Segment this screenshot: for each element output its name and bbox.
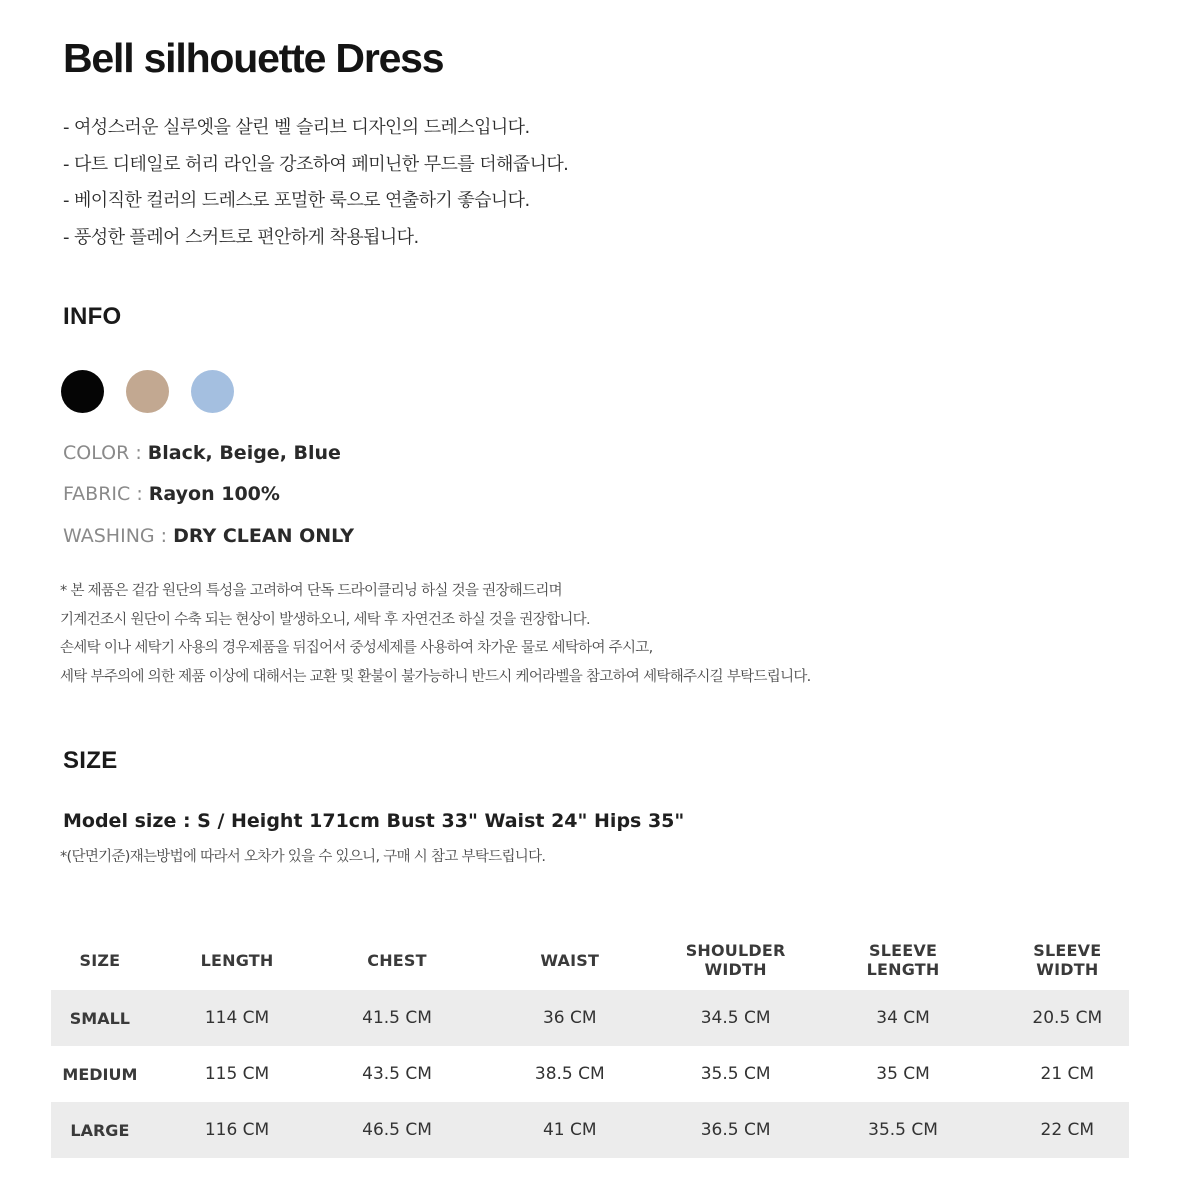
size-table-cell: 115 CM xyxy=(204,1064,270,1084)
size-row-label: MEDIUM xyxy=(62,1064,138,1084)
size-table-header: SHOULDER WIDTH xyxy=(685,941,786,979)
spec-fabric-label: FABRIC : xyxy=(63,483,149,505)
care-note-line: 손세탁 이나 세탁기 사용의 경우제품을 뒤집어서 중성세제를 사용하여 차가운 물로 세탁하여 주시고, xyxy=(60,640,653,656)
spec-color-value: Black, Beige, Blue xyxy=(147,442,341,464)
size-table xyxy=(51,930,1129,1158)
description-line: - 여성스러운 실루엣을 살린 벨 슬리브 디자인의 드레스입니다. xyxy=(63,117,530,138)
size-table-cell: 43.5 CM xyxy=(362,1064,432,1084)
care-note-line: * 본 제품은 겉감 원단의 특성을 고려하여 단독 드라이클리닝 하실 것을 권장해드리며 xyxy=(60,583,562,599)
description-line: - 풍성한 플레어 스커트로 편안하게 착용됩니다. xyxy=(63,226,419,248)
spec-fabric xyxy=(63,483,280,505)
size-table-cell: 35.5 CM xyxy=(800,1102,1005,1158)
size-table-header-row xyxy=(51,930,1129,990)
size-row-small xyxy=(51,990,1129,1046)
size-table-cell: 41.5 CM xyxy=(325,990,469,1046)
size-table-header: SLEEVE LENGTH xyxy=(866,941,940,979)
color-swatch-black[interactable] xyxy=(61,370,104,413)
size-table-cell: 34 CM xyxy=(800,990,1005,1046)
size-table-cell: 34.5 CM xyxy=(671,990,801,1046)
description-line: - 다트 디테일로 허리 라인을 강조하여 페미닌한 무드를 더해줍니다. xyxy=(63,153,569,175)
size-table-cell: 38.5 CM xyxy=(534,1064,605,1084)
color-swatches xyxy=(61,370,234,413)
size-table-cell: 35 CM xyxy=(876,1064,930,1084)
description-line: - 베이직한 컬러의 드레스로 포멀한 룩으로 연출하기 좋습니다. xyxy=(63,190,530,211)
color-swatch-beige[interactable] xyxy=(126,370,169,413)
size-table-cell: 35.5 CM xyxy=(700,1064,771,1084)
size-table-header: SIZE xyxy=(79,950,121,970)
size-row-label: SMALL xyxy=(51,990,149,1046)
spec-washing xyxy=(63,525,354,547)
size-table-body xyxy=(51,990,1129,1158)
product-title: Bell silhouette Dress xyxy=(63,35,444,81)
size-table-header: LENGTH xyxy=(200,950,274,970)
size-table-cell: 36.5 CM xyxy=(671,1102,801,1158)
size-heading: SIZE xyxy=(63,747,118,774)
spec-fabric-value: Rayon 100% xyxy=(148,483,280,505)
product-description xyxy=(63,110,568,256)
model-size-info: Model size : S / Height 171cm Bust 33" Waist 24" Hips 35" xyxy=(63,810,685,832)
size-table-cell: 36 CM xyxy=(469,990,671,1046)
size-table-cell: 41 CM xyxy=(469,1102,671,1158)
size-table-cell: 21 CM xyxy=(1040,1064,1095,1084)
size-row-label: LARGE xyxy=(51,1102,149,1158)
care-note-line: 세탁 부주의에 의한 제품 이상에 대해서는 교환 및 환불이 불가능하니 반드시 케어라벨을 참고하여 세탁해주시길 부탁드립니다. xyxy=(60,668,811,685)
size-table-cell: 116 CM xyxy=(149,1102,325,1158)
size-table-cell: 20.5 CM xyxy=(1006,990,1129,1046)
measurement-note: *(단면기준)재는방법에 따라서 오차가 있을 수 있으니, 구매 시 참고 부탁드립니다. xyxy=(60,849,546,865)
spec-color-label: COLOR : xyxy=(63,442,148,464)
info-heading: INFO xyxy=(63,303,122,330)
color-swatch-blue[interactable] xyxy=(191,370,234,413)
size-row-large xyxy=(51,1102,1129,1158)
size-table-cell: 114 CM xyxy=(149,990,325,1046)
care-note-line: 기계건조시 원단이 수축 되는 현상이 발생하오니, 세탁 후 자연건조 하실 것을 권장합니다. xyxy=(60,611,590,628)
spec-color xyxy=(63,442,341,464)
size-table-header: WAIST xyxy=(540,950,600,970)
size-row-medium xyxy=(51,1046,1129,1102)
care-notes xyxy=(60,577,811,691)
spec-washing-value: DRY CLEAN ONLY xyxy=(173,525,355,547)
size-table-header: CHEST xyxy=(367,950,427,970)
size-table-header: SLEEVE WIDTH xyxy=(1033,941,1102,979)
size-table-cell: 46.5 CM xyxy=(325,1102,469,1158)
spec-washing-label: WASHING : xyxy=(63,525,174,547)
size-table-cell: 22 CM xyxy=(1006,1102,1129,1158)
